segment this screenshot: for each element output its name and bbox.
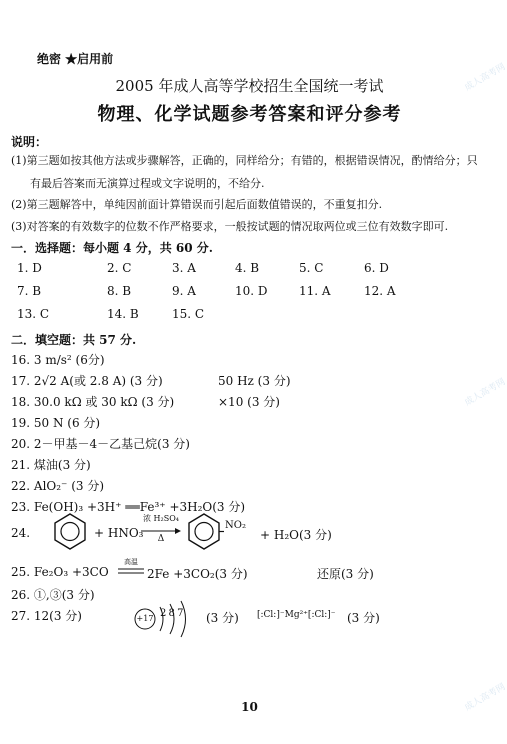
answer-25c: 还原(3 分) (317, 567, 374, 581)
mc-answer: 1. D (17, 261, 42, 275)
answer-24-condition-bottom: Δ (157, 534, 165, 544)
answer-21: 21. 煤油(3 分) (11, 458, 91, 472)
mc-answer: 7. B (17, 284, 42, 298)
mc-answer: 4. B (235, 261, 260, 275)
page-number: 10 (241, 700, 258, 714)
mc-answer: 13. C (17, 307, 50, 321)
secret-mark: 绝密 ★启用前 (37, 52, 114, 66)
answer-25a: 25. Fe₂O₃ +3CO (11, 565, 109, 579)
mc-answer: 11. A (299, 284, 331, 298)
watermark: 成人高考网 (463, 682, 507, 714)
note-2: (2)第三题解答中，单纯因前面计算错误而引起后面数值错误的，不重复扣分. (11, 198, 383, 211)
mc-answer: 10. D (235, 284, 268, 298)
document-title: 物理、化学试题参考答案和评分参考 (97, 104, 402, 125)
mc-answer: 8. B (107, 284, 132, 298)
answer-27-score2: (3 分) (347, 611, 380, 625)
answer-18a: 18. 30.0 kΩ 或 30 kΩ (3 分) (11, 395, 175, 409)
equals-sign-icon (117, 567, 145, 575)
answer-27-formula: [:Cl:]⁻Mg²⁺[:Cl:]⁻ (257, 610, 336, 620)
atomic-nucleus-charge: +17 (136, 614, 154, 623)
section2-heading: 二．填空题：共 57 分. (11, 333, 137, 347)
answer-17b: 50 Hz (3 分) (218, 374, 291, 388)
answer-25b: 2Fe +3CO₂(3 分) (147, 567, 248, 581)
answer-20: 20. 2－甲基－4－乙基己烷(3 分) (11, 437, 190, 451)
benzene-ring-icon (50, 511, 90, 551)
answer-25-condition: 高温 (124, 558, 138, 566)
nitrobenzene-ring-icon (184, 511, 224, 551)
section1-heading: 一．选择题：每小题 4 分，共 60 分. (11, 241, 213, 255)
answer-22: 22. AlO₂⁻ (3 分) (11, 479, 105, 493)
answer-16: 16. 3 m/s² (6分) (11, 353, 105, 367)
mc-answer: 12. A (364, 284, 396, 298)
answer-24-number: 24. (11, 526, 31, 540)
notes-heading: 说明： (11, 135, 48, 149)
mc-answer: 3. A (172, 261, 196, 275)
answer-24-reagent: + HNO₃ (94, 526, 144, 540)
answer-19: 19. 50 N (6 分) (11, 416, 101, 430)
answer-23: 23. Fe(OH)₃ +3H⁺ ══Fe³⁺ +3H₂O(3 分) (11, 500, 246, 514)
mc-answer: 9. A (172, 284, 196, 298)
answer-17a: 17. 2√2 A(或 2.8 A) (3 分) (11, 374, 163, 388)
answer-18b: ×10 (3 分) (218, 395, 280, 409)
mc-answer: 15. C (172, 307, 205, 321)
mc-answer: 5. C (299, 261, 324, 275)
answer-24-condition-top: 浓 H₂SO₄ (143, 514, 179, 523)
note-1b: 有最后答案而无演算过程或文字说明的，不给分. (30, 177, 265, 190)
note-1a: (1)第三题如按其他方法或步骤解答，正确的，同样给分；有错的，根据错误情况，酌情给分；只 (11, 154, 478, 167)
answer-27-number: 27. 12(3 分) (11, 609, 82, 623)
atomic-electron-shells: 2 8 7 (160, 608, 183, 619)
mc-answer: 14. B (107, 307, 139, 321)
watermark: 成人高考网 (463, 377, 507, 409)
exam-title: 2005 年成人高等学校招生全国统一考试 (115, 77, 384, 95)
answer-27-score1: (3 分) (206, 611, 239, 625)
answer-26: 26. ①,③(3 分) (11, 588, 95, 602)
answer-24-tail: + H₂O(3 分) (260, 528, 332, 542)
mc-answer: 6. D (364, 261, 389, 275)
watermark: 成人高考网 (463, 62, 507, 94)
note-3: (3)对答案的有效数字的位数不作严格要求，一般按试题的情况取两位或三位有效数字即可. (11, 220, 449, 233)
answer-24-no2: NO₂ (225, 520, 246, 531)
mc-answer: 2. C (107, 261, 132, 275)
